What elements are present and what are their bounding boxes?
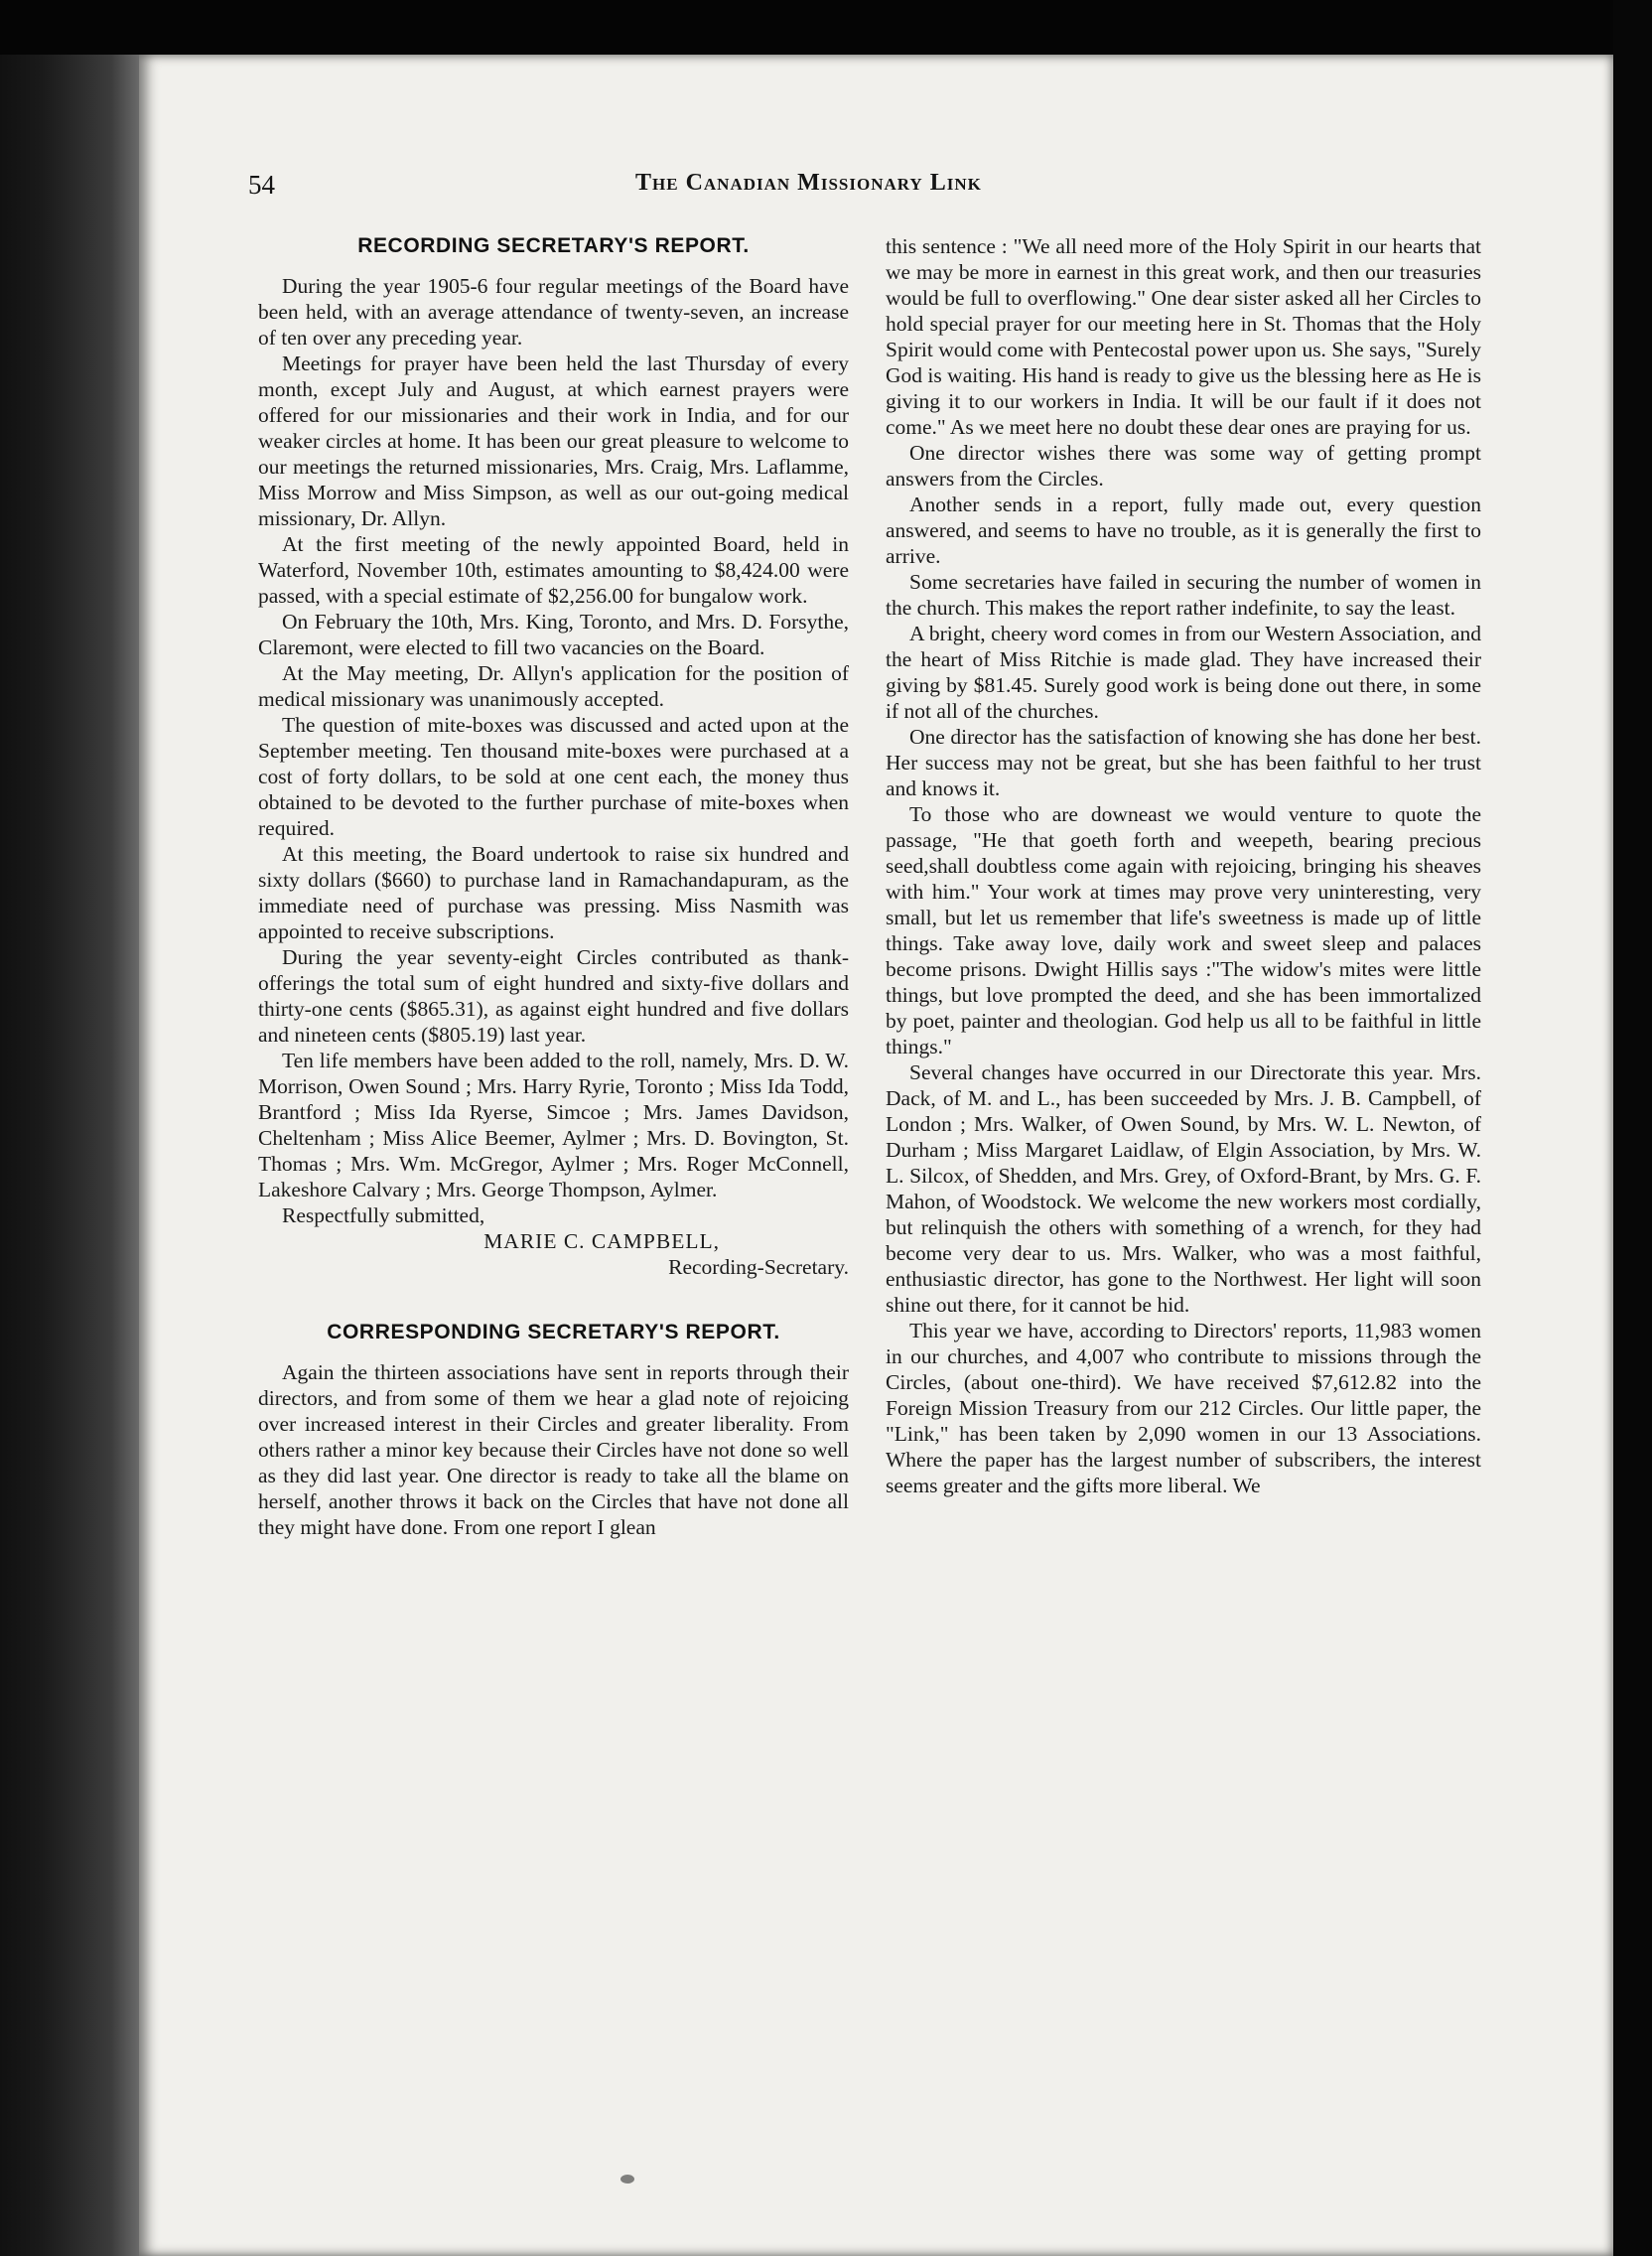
signer-title: Recording-Secretary. (668, 1255, 849, 1279)
paragraph: During the year 1905-6 four regular meetings of the Board have been held, with an average attendance of twenty-seven, an increase of ten over any preceding year. (258, 274, 849, 350)
paragraph: Again the thirteen associations have sent in reports through their directors, and from some of them we hear a glad note of rejoicing over increased interest in their Circles and greater liberality. From others rather a minor key because their Circles have not done so well as they did last year. One director is ready to take all the blame on herself, another throws it back on the Circles that have not done all they might have done. From one report I glean (258, 1360, 849, 1539)
ink-blot (620, 2175, 634, 2184)
paragraph: During the year seventy-eight Circles contributed as thank-offerings the total sum of eight hundred and sixty-five dollars and thirty-one cents ($865.31), as against eight hundred and five dollars and nineteen cents ($805.19) last year. (258, 945, 849, 1047)
paragraph: One director has the satisfaction of knowing she has done her best. Her success may not be great, but she has been faithful to her trust and knows it. (886, 725, 1481, 800)
signer-name: MARIE C. CAMPBELL, (483, 1229, 720, 1253)
book-page (139, 55, 1613, 2256)
paragraph: Several changes have occurred in our Directorate this year. Mrs. Dack, of M. and L., has been succeeded by Mrs. J. B. Campbell, of London ; Mrs. Walker, of Owen Sound, by Mrs. W. L. Newton, of Durham ; Miss Margaret Laidlaw, of Elgin Association, by Mrs. W. L. Silcox, of Shedden, and Mrs. Grey, of Oxford-Brant, by Mrs. G. F. Mahon, of Woodstock. We welcome the new workers most cordially, but relinquish the others with something of a wrench, for they had become very dear to us. Mrs. Walker, who was a most faithful, enthusiastic director, has gone to the Northwest. Her light will soon shine out there, for it cannot be hid. (886, 1060, 1481, 1317)
paragraph: Ten life members have been added to the roll, namely, Mrs. D. W. Morrison, Owen Sound ; Mrs. Harry Ryrie, Toronto ; Miss Ida Todd, Brantford ; Miss Ida Ryerse, Simcoe ; Mrs. James Davidson, Cheltenham ; Miss Alice Beemer, Aylmer ; Mrs. D. Bovington, St. Thomas ; Mrs. Wm. McGregor, Aylmer ; Mrs. Roger McConnell, Lakeshore Calvary ; Mrs. George Thompson, Aylmer. (258, 1049, 849, 1201)
corresponding-secretary-heading: CORRESPONDING SECRETARY'S REPORT. (327, 1321, 780, 1343)
recording-secretary-heading: RECORDING SECRETARY'S REPORT. (357, 234, 750, 257)
signoff: Respectfully submitted, (282, 1203, 485, 1227)
paragraph: To those who are downeast we would venture to quote the passage, "He that goeth forth and weepeth, bearing precious seed,shall doubtless come again with rejoicing, bringing his sheaves with him." Your work at times may prove very uninteresting, very small, but let us remember that life's sweetness is made up of little things. Take away love, daily work and sweet sleep and palaces become prisons. Dwight Hillis says :"The widow's mites were little things, but love prompted the deed, and she has been immortalized by poet, painter and theologian. God help us all to be faithful in little things." (886, 802, 1481, 1058)
paragraph: Another sends in a report, fully made out, every question answered, and seems to have no trouble, as it is generally the first to arrive. (886, 493, 1481, 568)
book-spine (0, 55, 139, 2256)
paragraph: On February the 10th, Mrs. King, Toronto, and Mrs. D. Forsythe, Claremont, were elected to fill two vacancies on the Board. (258, 610, 849, 659)
left-column (258, 233, 849, 1540)
running-head: The Canadian Missionary Link (635, 170, 982, 196)
paragraph: This year we have, according to Directors' reports, 11,983 women in our churches, and 4,007 who contribute to missions through the Circles, (about one-third). We have received $7,612.82 into the Foreign Mission Treasury from our 212 Circles. Our little paper, the "Link," has been taken by 2,090 women in our 13 Associations. Where the paper has the largest number of subscribers, the interest seems greater and the gifts more liberal. We (886, 1319, 1481, 1497)
paragraph: A bright, cheery word comes in from our Western Association, and the heart of Miss Ritchie is made glad. They have increased their giving by $81.45. Surely good work is being done out there, in some if not all of the churches. (886, 622, 1481, 723)
paragraph: Meetings for prayer have been held the last Thursday of every month, except July and August, at which earnest prayers were offered for our missionaries and their work in India, and for our weaker circles at home. It has been our great pleasure to welcome to our meetings the returned missionaries, Mrs. Craig, Mrs. Laflamme, Miss Morrow and Miss Simpson, as well as our out-going medical missionary, Dr. Allyn. (258, 352, 849, 530)
paragraph: At the May meeting, Dr. Allyn's application for the position of medical missionary was unanimously accepted. (258, 661, 849, 711)
paragraph-continued: this sentence : "We all need more of the Holy Spirit in our hearts that we may be more in earnest in this great work, and then our treasuries would be full to overflowing." One dear sister asked all her Circles to hold special prayer for our meeting here in St. Thomas that the Holy Spirit would come with Pentecostal power upon us. She says, "Surely God is waiting. His hand is ready to give us the blessing here as He is giving it to our workers in India. It will be our fault if it does not come." As we meet here no doubt these dear ones are praying for us. (886, 234, 1481, 439)
right-column (886, 233, 1481, 1498)
page-number: 54 (248, 170, 275, 200)
paragraph: At the first meeting of the newly appointed Board, held in Waterford, November 10th, estimates amounting to $8,424.00 were passed, with a special estimate of $2,256.00 for bungalow work. (258, 532, 849, 608)
scan-border-right (1613, 0, 1652, 2256)
paragraph: At this meeting, the Board undertook to raise six hundred and sixty dollars ($660) to purchase land in Ramachandapuram, as the immediate need of purchase was pressing. Miss Nasmith was appointed to receive subscriptions. (258, 842, 849, 943)
scan-border-top (0, 0, 1652, 55)
paragraph: One director wishes there was some way of getting prompt answers from the Circles. (886, 441, 1481, 491)
paragraph: The question of mite-boxes was discussed and acted upon at the September meeting. Ten thousand mite-boxes were purchased at a cost of forty dollars, to be sold at one cent each, the money thus obtained to be devoted to the further purchase of mite-boxes when required. (258, 713, 849, 840)
paragraph: Some secretaries have failed in securing the number of women in the church. This makes the report rather indefinite, to say the least. (886, 570, 1481, 620)
